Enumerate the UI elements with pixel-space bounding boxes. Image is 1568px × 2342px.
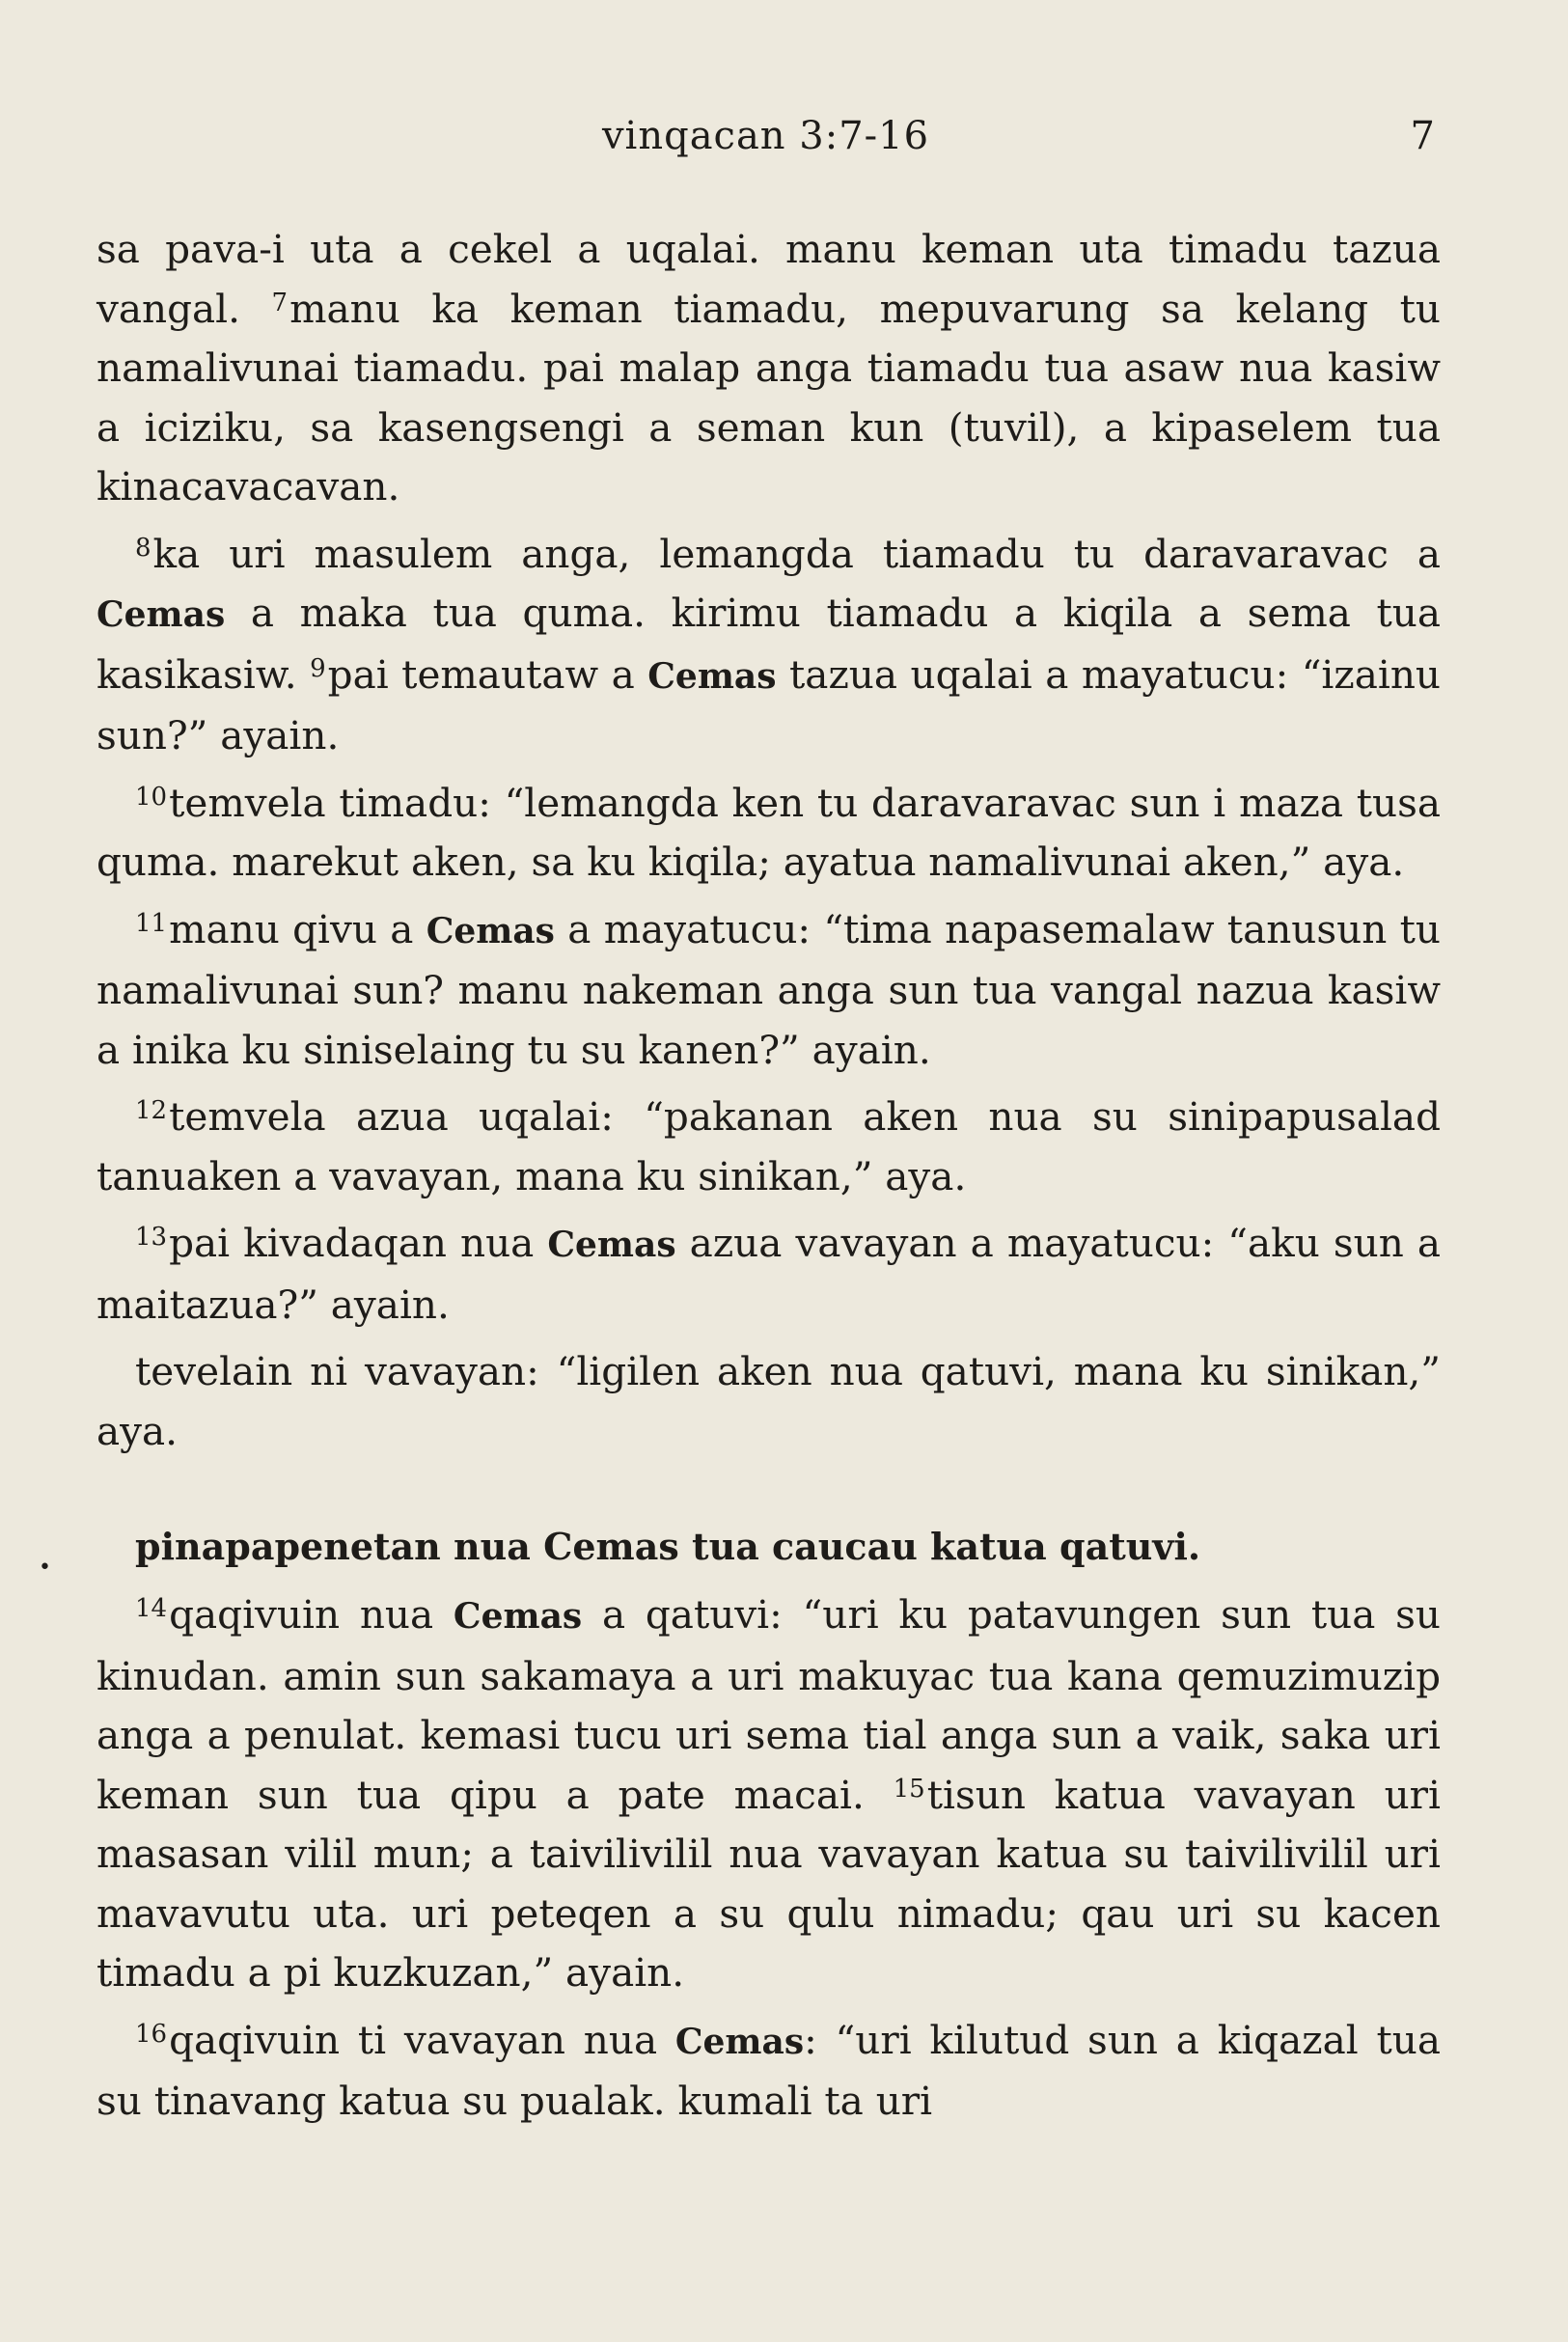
paragraph [96,220,1441,517]
paragraph [96,1342,1441,1461]
bold-name: Cemas [426,910,555,951]
verse-number: 11 [135,908,168,938]
paragraph [96,774,1441,893]
paragraph-text: manu qivu a [169,905,426,952]
paragraph-text: ka uri masulem anga, lemangda tiamadu tu daravaravac a [152,530,1441,577]
verse-number: 12 [135,1096,168,1125]
page-body [96,220,1441,2132]
paragraph-text: temvela timadu: “lemangda ken tu daravaravac sun i maza tusa quma. marekut aken, sa ku kiqila; ayatua namalivunai aken,” aya. [96,779,1441,885]
text-block-after-heading [96,1585,1441,2132]
running-title: vinqacan 3:7-16 [601,114,930,158]
paragraph-text: a mayatucu: “tima napasemalaw tanusun tu namalivunai sun? manu nakeman anga sun tua vangal nazua kasiw a inika ku siniselaing tu su kanen?” ayain. [96,905,1441,1073]
paragraph [96,900,1441,1081]
verse-number: 10 [135,782,168,812]
page-number: 7 [1410,114,1435,158]
paragraph [96,1088,1441,1206]
bold-name: Cemas [647,655,777,697]
paragraph-text: a qatuvi: “uri ku patavungen sun tua su kinudan. amin sun sakamaya a uri makuyac tua kana qemuzimuzip anga a penulat. kemasi tucu uri sema tial anga sun a vaik, saka uri keman sun tua qipu a pate macai. [96,1591,1441,1818]
paragraph-text: pai kivadaqan nua [169,1220,548,1266]
bold-name: Cemas [547,1225,676,1265]
bold-name: Cemas [453,1596,583,1637]
verse-number: 14 [135,1594,168,1623]
paragraph-text: tevelain ni vavayan: “ligilen aken nua qatuvi, mana ku sinikan,” aya. [96,1348,1441,1454]
verse-number: 7 [271,288,289,317]
paragraph-text: tisun katua vavayan uri masasan vilil mun; a taivilivilil nua vavayan katua su taivilivilil uri mavavutu uta. uri peteqen a su qulu nimadu; qau uri su kacen timadu a pi kuzkuzan,” ayain. [96,1771,1441,1996]
paragraph [96,2011,1441,2132]
paragraph-text: azua vavayan a mayatucu: “aku sun a maitazua?” ayain. [96,1220,1441,1328]
page-header [96,114,1435,172]
paragraph-text: a maka tua quma. kirimu tiamadu a kiqila a sema tua kasikasiw. [96,590,1441,698]
text-block-before-heading [96,220,1441,1461]
verse-number: 8 [135,533,151,563]
verse-number: 13 [135,1223,168,1252]
bold-name: Cemas [674,2021,805,2062]
paragraph [96,1214,1441,1335]
paragraph-text: tazua uqalai a mayatucu: “izainu sun?” ayain. [96,650,1441,758]
verse-number: 16 [135,2019,168,2049]
paragraph-text: pai temautaw a [327,650,648,698]
verse-number: 15 [893,1774,925,1804]
paragraph [96,525,1441,766]
paragraph-text: : “uri kilutud sun a kiqazal tua su tinavang katua su pualak. kumali ta uri [96,2016,1441,2124]
paragraph-text: manu ka keman tiamadu, mepuvarung sa kelang tu namalivunai tiamadu. pai malap anga tiamadu tua asaw nua kasiw a iciziku, sa kasengsengi a seman kun (tuvil), a kipaselem tua kinacavacavan. [96,285,1441,510]
paragraph-text: qaqivuin nua [169,1591,454,1638]
paragraph-text: qaqivuin ti vavayan nua [169,2016,675,2063]
bold-name: Cemas [96,594,226,635]
margin-mark: • [39,1556,51,1580]
section-heading: pinapapenetan nua Cemas tua caucau katua qatuvi. [135,1525,1201,1568]
paragraph-text: temvela azua uqalai: “pakanan aken nua su sinipapusalad tanuaken a vavayan, mana ku sinikan,” aya. [96,1093,1441,1199]
paragraph-text: sa pava-i uta a cekel a uqalai. manu keman uta timadu tazua vangal. [96,226,1441,332]
paragraph [96,1585,1441,2003]
verse-number: 9 [310,653,326,683]
